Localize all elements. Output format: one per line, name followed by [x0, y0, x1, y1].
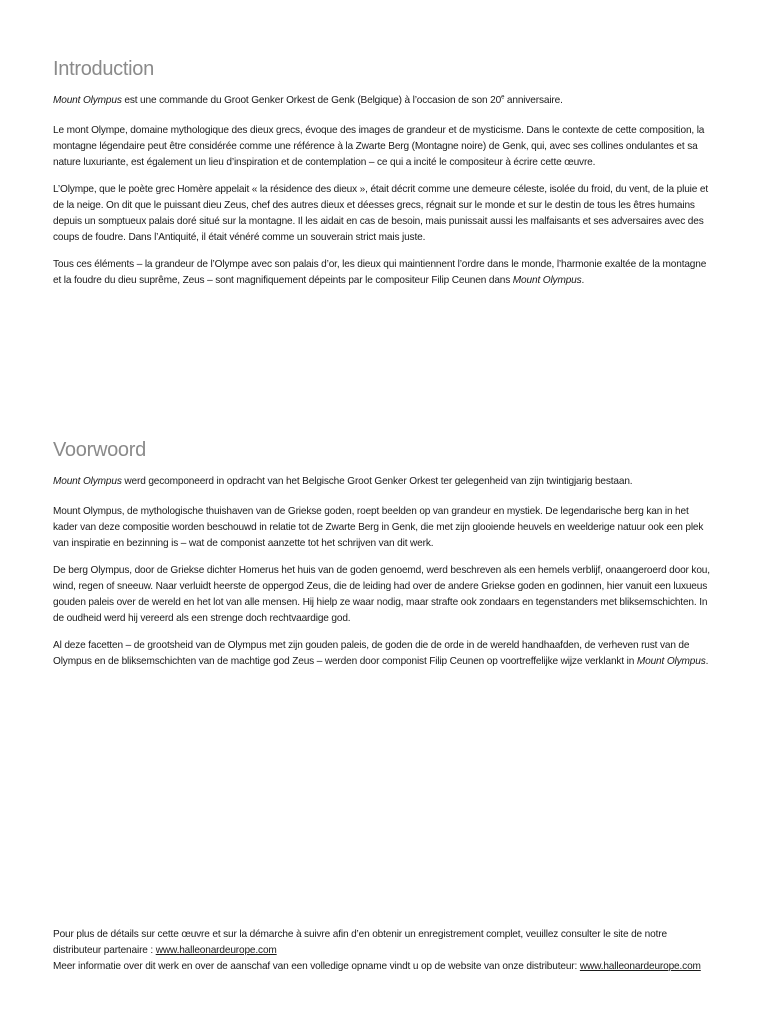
- voorwoord-paragraph-4: Al deze facetten – de grootsheid van de Olympus met zijn gouden paleis, de goden die de orde in de wereld handhaafden, de verheven rust van de Olympus en de bliksemschichten van de machtige god Zeus – werden door componist Filip Ceunen op voortreffelijke wijze verklankt in Mount Olympus.: [53, 640, 709, 667]
- footer-french: Pour plus de détails sur cette œuvre et sur la démarche à suivre afin d’en obtenir un enregistrement complet, veuillez consulter le site de notre distributeur partenaire : www.halleonardeurope.com: [53, 929, 667, 956]
- voorwoord-paragraph-1: Mount Olympus werd gecomponeerd in opdracht van het Belgische Groot Genker Orkest ter gelegenheid van zijn twintigjarig bestaan.: [53, 476, 633, 487]
- introduction-section: [53, 57, 715, 300]
- voorwoord-paragraph-2: Mount Olympus, de mythologische thuishaven van de Griekse goden, roept beelden op van grandeur en mystiek. De legendarische berg kan in het kader van deze compositie worden beschouwd in relatie tot de Zwarte Berg in Genk, die met zijn glooiende heuvels en weelderige natuur ook een plek van inspiratie en bezinning is – wat de componist aanzette tot het schrijven van dit werk.: [53, 506, 704, 549]
- distributor-link-fr[interactable]: www.halleonardeurope.com: [155, 945, 277, 956]
- distributor-link-nl[interactable]: www.halleonardeurope.com: [579, 961, 701, 972]
- intro-paragraph-2: Le mont Olympe, domaine mythologique des dieux grecs, évoque des images de grandeur et de mysticisme. Dans le contexte de cette composition, la montagne légendaire peut être considérée comme une référence à la Zwarte Berg (Montagne noire) de Genk, qui, avec ses collines ondulantes et sa nature luxuriante, est également un lieu d’inspiration et de contemplation – ce qui a incité le compositeur à écrire cette œuvre.: [53, 125, 705, 168]
- intro-paragraph-1: Mount Olympus est une commande du Groot Genker Orkest de Genk (Belgique) à l’occasion de son 20e anniversaire.: [53, 94, 563, 106]
- intro-paragraph-3: L’Olympe, que le poète grec Homère appelait « la résidence des dieux », était décrit comme une demeure céleste, isolée du froid, du vent, de la pluie et de la neige. On dit que le puissant dieu Zeus, chef des autres dieux et déesses grecs, régnait sur le monde et sur le destin de tous les êtres humains depuis un somptueux palais doré situé sur la montagne. Il les aidait en cas de besoin, mais punissait aussi les malfaisants et ses adversaires avec des coups de foudre. Dans l’Antiquité, il était vénéré comme un souverain strict mais juste.: [53, 184, 708, 243]
- work-title: Mount Olympus: [53, 476, 122, 487]
- voorwoord-section: [53, 438, 715, 681]
- work-title: Mount Olympus: [512, 275, 582, 286]
- intro-paragraph-4: Tous ces éléments – la grandeur de l’Olympe avec son palais d’or, les dieux qui maintiennent l’ordre dans le monde, l’harmonie exaltée de la montagne et la foudre du dieu suprême, Zeus – sont magnifiquement dépeints par le compositeur Filip Ceunen dans Mount Olympus.: [53, 259, 707, 286]
- work-title: Mount Olympus: [636, 656, 706, 667]
- distributor-footer: [53, 927, 715, 975]
- voorwoord-paragraph-3: De berg Olympus, door de Griekse dichter Homerus het huis van de goden genoemd, werd beschreven als een hemels verblijf, onaangeroerd door kou, wind, regen of sneeuw. Naar verluidt heerste de oppergod Zeus, die de leiding had over de andere Griekse goden en godinnen, hier vanuit een luxueus gouden paleis over de wereld en het lot van alle mensen. Hij hielp ze waar nodig, maar strafte ook zondaars en tegenstanders met bliksemschichten. In de oudheid werd hij vereerd als een strenge doch rechtvaardige god.: [53, 565, 710, 624]
- introduction-heading: Introduction: [53, 58, 154, 80]
- work-title: Mount Olympus: [53, 95, 122, 106]
- voorwoord-heading: Voorwoord: [53, 439, 146, 461]
- footer-dutch: Meer informatie over dit werk en over de aanschaf van een volledige opname vindt u op de website van onze distributeur: www.halleonardeurope.com: [53, 961, 701, 972]
